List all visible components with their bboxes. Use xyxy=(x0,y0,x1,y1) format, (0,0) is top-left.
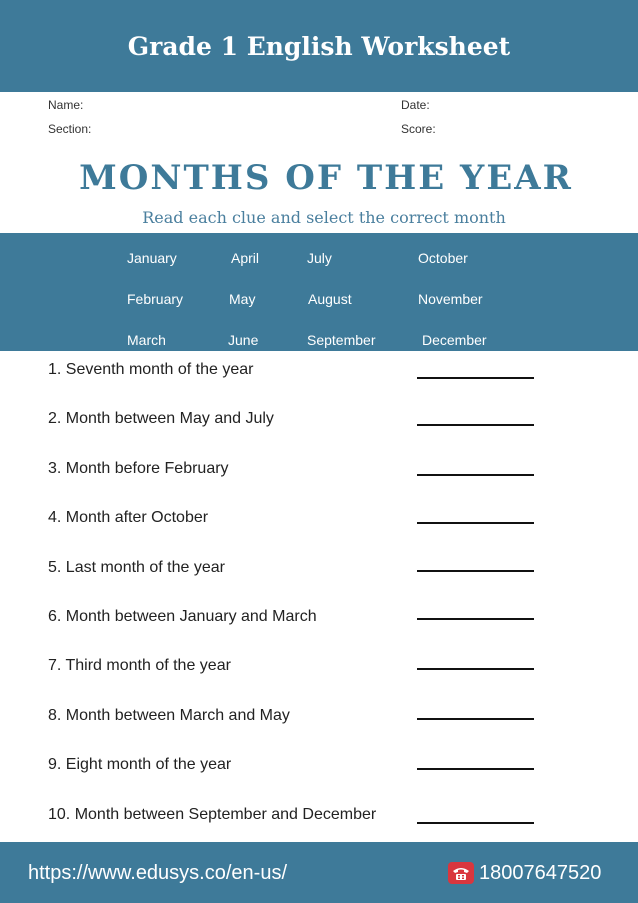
footer-url-link[interactable]: https://www.edusys.co/en-us/ xyxy=(28,862,288,884)
question-text: 7. Third month of the year xyxy=(48,657,231,674)
date-label: Date: xyxy=(401,98,430,112)
score-label: Score: xyxy=(401,122,436,136)
question-text: 3. Month before February xyxy=(48,460,229,477)
instruction-text: Read each clue and select the correct month xyxy=(142,208,506,227)
question-text: 2. Month between May and July xyxy=(48,410,274,427)
answer-blank[interactable] xyxy=(417,424,534,426)
word-bank-month: January xyxy=(127,250,177,266)
name-label: Name: xyxy=(48,98,84,112)
word-bank-month: February xyxy=(127,291,184,307)
telephone-icon xyxy=(448,862,474,884)
word-bank-month: July xyxy=(307,250,332,266)
answer-blank[interactable] xyxy=(417,522,534,524)
question-text: 5. Last month of the year xyxy=(48,559,225,576)
answer-blank[interactable] xyxy=(417,718,534,720)
word-bank-month: March xyxy=(127,332,166,348)
question-text: 4. Month after October xyxy=(48,509,209,526)
answer-blank[interactable] xyxy=(417,377,534,379)
answer-blank[interactable] xyxy=(417,618,534,620)
word-bank-month: September xyxy=(307,332,376,348)
word-bank-month: June xyxy=(228,332,259,348)
phone-number: 18007647520 xyxy=(479,862,602,884)
word-bank-month: November xyxy=(418,291,483,307)
question-text: 6. Month between January and March xyxy=(48,608,317,625)
question-text: 9. Eight month of the year xyxy=(48,756,232,773)
word-bank-month: December xyxy=(422,332,487,348)
word-bank-month: April xyxy=(231,250,260,266)
word-bank-month: October xyxy=(418,250,468,266)
answer-blank[interactable] xyxy=(417,474,534,476)
answer-blank[interactable] xyxy=(417,768,534,770)
page-heading: MONTHS OF THE YEAR xyxy=(79,158,573,198)
question-text: 10. Month between September and December xyxy=(48,806,377,823)
section-label: Section: xyxy=(48,122,92,136)
question-text: 1. Seventh month of the year xyxy=(48,361,254,378)
word-bank-month: May xyxy=(229,291,256,307)
answer-blank[interactable] xyxy=(417,822,534,824)
worksheet-title: Grade 1 English Worksheet xyxy=(127,32,511,61)
word-bank-month: August xyxy=(308,291,352,307)
answer-blank[interactable] xyxy=(417,570,534,572)
answer-blank[interactable] xyxy=(417,668,534,670)
question-text: 8. Month between March and May xyxy=(48,707,290,724)
